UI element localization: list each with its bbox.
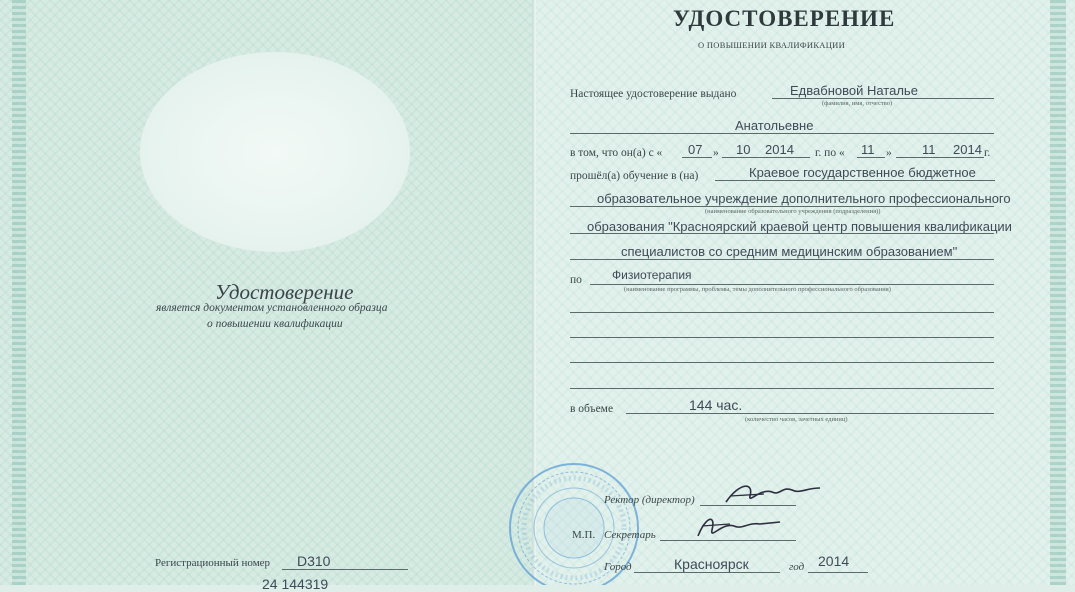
start-day: 07 (688, 142, 703, 157)
serial-number-cut: 24 144319 (262, 576, 329, 592)
blank-line-1 (570, 312, 994, 313)
rector-label: Ректор (директор) (604, 494, 695, 506)
start-month-underline (722, 157, 810, 158)
rector-signature (720, 478, 830, 512)
institution-underline-2 (570, 206, 994, 207)
volume-hint: (количество часов, зачетных единиц) (745, 416, 848, 423)
city-underline (634, 572, 780, 573)
mp-label: М.П. (572, 529, 596, 541)
end-day: 11 (861, 142, 875, 157)
start-month: 10 (736, 142, 751, 157)
registration-label: Регистрационный номер (155, 557, 271, 569)
blank-line-4 (570, 388, 994, 389)
program-underline (590, 284, 994, 285)
city-label: Город (604, 561, 632, 573)
quote-close-2: » (886, 147, 892, 159)
issued-label: Настоящее удостоверение выдано (570, 88, 737, 100)
start-day-underline (682, 157, 712, 158)
end-year: 2014 (953, 142, 982, 157)
year-value: 2014 (818, 553, 850, 569)
patronymic-underline (570, 133, 994, 134)
certificate-title: УДОСТОВЕРЕНИЕ (673, 6, 896, 31)
end-month-underline (896, 157, 984, 158)
secretary-signature (690, 510, 790, 546)
blank-line-2 (570, 337, 994, 338)
period-prefix: в том, что он(а) с « (570, 147, 663, 159)
registration-underline (282, 569, 408, 570)
end-month: 11 (922, 142, 936, 157)
start-year: 2014 (765, 142, 794, 157)
institution-line-3: образования "Красноярский краевой центр повышения квалификации (587, 219, 1012, 234)
name-hint: (фамилия, имя, отчество) (822, 100, 893, 107)
program-value: Физиотерапия (612, 268, 692, 282)
left-page (0, 0, 536, 592)
city-value: Красноярск (674, 556, 749, 572)
issued-name-underline (772, 98, 994, 99)
volume-underline (626, 413, 994, 414)
period-mid: г. по « (815, 147, 845, 159)
institution-line-4: специалистов со средним медицинским образованием" (621, 244, 958, 259)
doc-subtitle-line-1: является документом установленного образца (156, 302, 388, 314)
year-suffix: г. (984, 147, 991, 159)
doc-title: Удостоверение (215, 280, 354, 304)
decorative-border-right (1050, 0, 1066, 585)
blank-line-3 (570, 362, 994, 363)
program-label: по (570, 274, 582, 286)
patronymic: Анатольевне (735, 118, 814, 133)
secretary-label: Секретарь (604, 529, 656, 541)
year-underline (808, 572, 868, 573)
institution-line-2: образовательное учреждение дополнительного профессионального (597, 191, 1011, 206)
issued-name: Едвабновой Наталье (790, 83, 918, 98)
institution-line-1: Краевое государственное бюджетное (749, 165, 976, 180)
registration-value: D310 (297, 553, 331, 569)
institution-underline-1 (715, 180, 995, 181)
end-day-underline (857, 157, 885, 158)
program-hint: (наименование программы, проблемы, темы дополнительного профессионального образования) (624, 286, 891, 293)
volume-value: 144 час. (689, 397, 743, 413)
training-label: прошёл(а) обучение в (на) (570, 170, 699, 182)
decorative-border-left (12, 0, 26, 585)
year-label: год (789, 561, 805, 573)
watermark-oval (140, 52, 410, 252)
quote-close-1: » (713, 147, 719, 159)
volume-label: в объеме (570, 403, 614, 415)
certificate-subtitle: О ПОВЫШЕНИИ КВАЛИФИКАЦИИ (698, 40, 846, 50)
doc-subtitle-line-2: о повышении квалификации (207, 318, 343, 330)
institution-underline-4 (570, 259, 994, 260)
institution-hint: (наименование образовательного учреждения (подразделения)) (705, 208, 881, 215)
